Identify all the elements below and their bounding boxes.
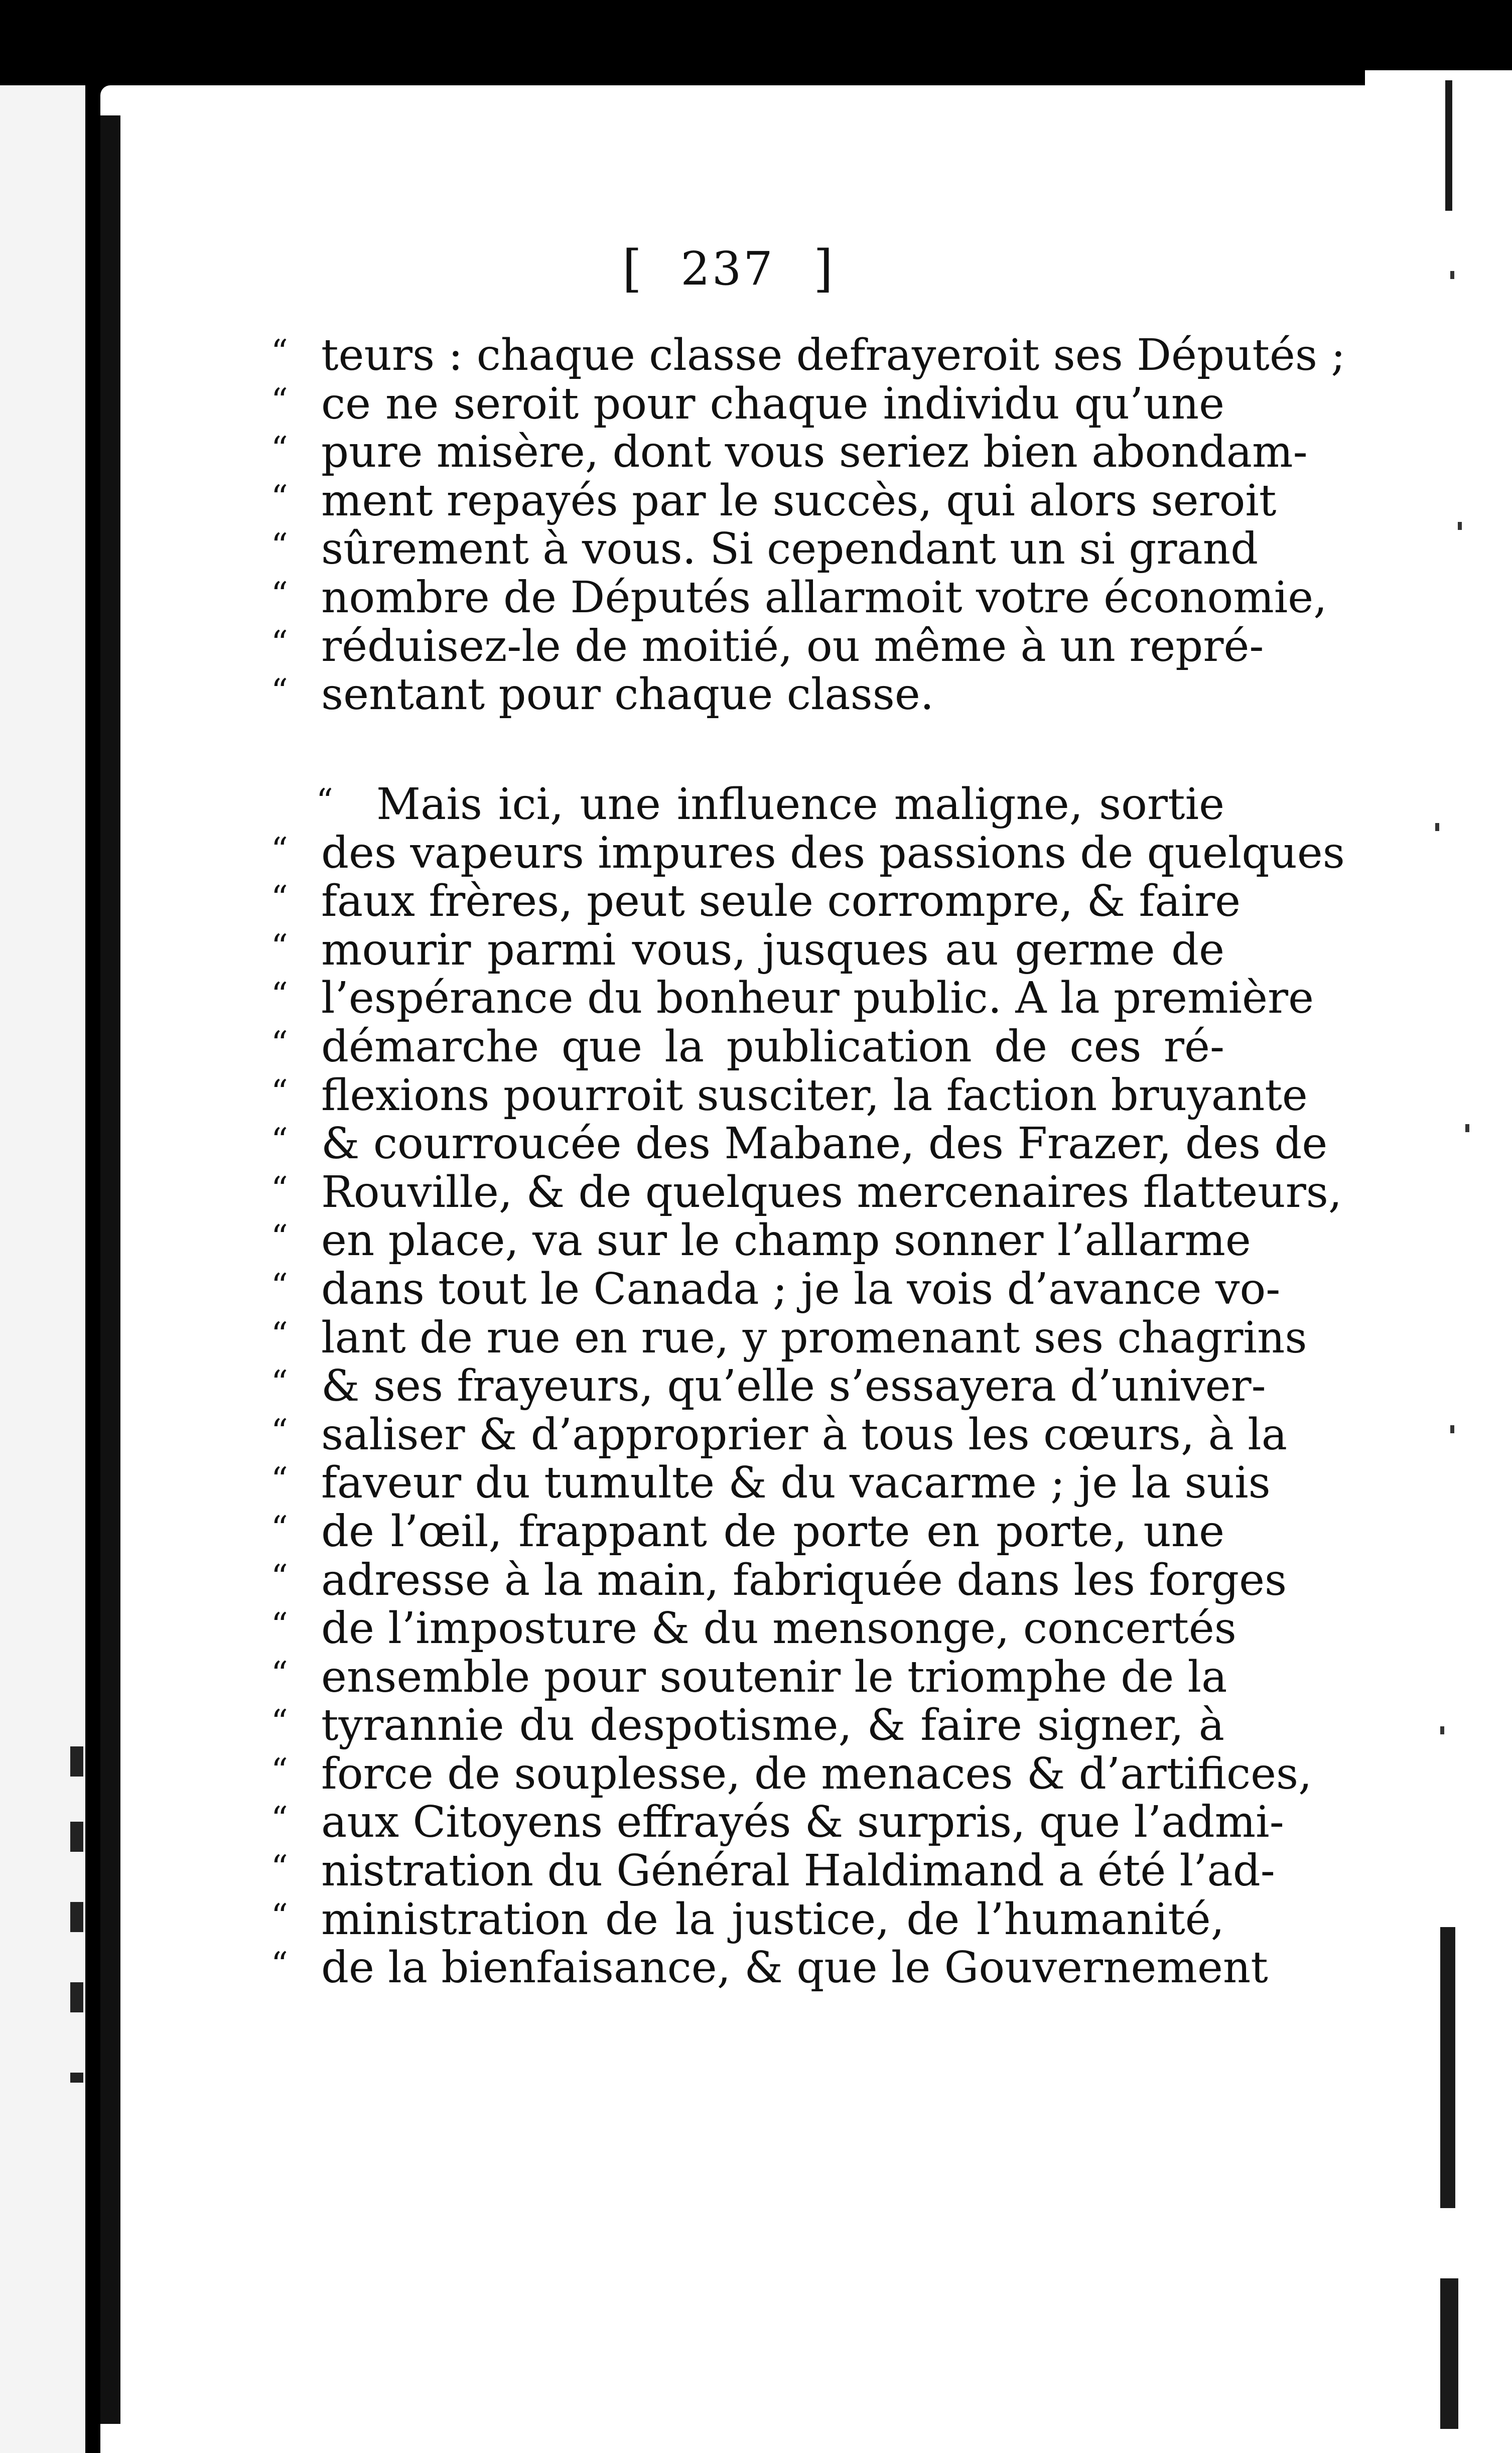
edge-speck — [1435, 823, 1439, 831]
paragraph-2 — [271, 779, 1345, 1993]
quote-mark: “ — [271, 879, 288, 918]
page-number: 237 — [680, 241, 775, 296]
text-line: “ ce ne seroit pour chaque individu qu’une — [271, 380, 1224, 429]
text-line: “ dans tout le Canada ; je la vois d’avance vo- — [271, 1265, 1224, 1314]
text-line: “ mourir parmi vous, jusques au germe de — [271, 926, 1224, 975]
quote-mark: “ — [271, 1848, 288, 1887]
edge-speck — [1465, 1124, 1469, 1132]
text-line: “ ensemble pour soutenir le triomphe de la — [271, 1653, 1224, 1702]
facing-page-mark — [70, 2073, 83, 2083]
right-bracket: ] — [813, 239, 833, 298]
text-line: “ faveur du tumulte & du vacarme ; je la suis — [271, 1459, 1224, 1508]
facing-page-mark — [70, 1902, 83, 1932]
text-line: “ nombre de Députés allarmoit votre économie, — [271, 574, 1224, 622]
quote-mark: “ — [271, 1557, 288, 1596]
quote-mark: “ — [271, 1364, 288, 1403]
text-line: “ teurs : chaque classe defrayeroit ses Députés ; — [271, 331, 1224, 380]
quote-mark: “ — [271, 430, 288, 469]
text-line: “ tyrannie du despotisme, & faire signer, à — [271, 1701, 1224, 1750]
text-line: “ flexions pourroit susciter, la faction bruyante — [271, 1071, 1224, 1120]
edge-speck — [1450, 271, 1454, 279]
text-line: “ force de souplesse, de menaces & d’artifices, — [271, 1750, 1224, 1799]
quote-mark: “ — [271, 1509, 288, 1548]
quote-mark: “ — [271, 478, 288, 517]
text-line: “ lant de rue en rue, y promenant ses chagrins — [271, 1314, 1224, 1362]
text-line: “ Mais ici, une influence maligne, sortie — [271, 780, 1224, 829]
quote-mark: “ — [271, 672, 288, 711]
text-line: “ sentant pour chaque classe. — [271, 670, 1224, 719]
text-line: “ sûrement à vous. Si cependant un si grand — [271, 525, 1224, 574]
quote-mark: “ — [271, 1896, 288, 1936]
text-line: “ des vapeurs impures des passions de quelques — [271, 829, 1224, 878]
quote-mark: “ — [271, 976, 288, 1015]
edge-speck — [1450, 1425, 1454, 1433]
text-line: “ saliser & d’approprier à tous les cœurs, à la — [271, 1411, 1224, 1459]
text-line: “ de l’œil, frappant de porte en porte, une — [271, 1508, 1224, 1556]
edge-bar — [1445, 80, 1452, 211]
quote-mark: “ — [271, 1169, 288, 1208]
page-spine-shadow — [100, 115, 120, 2424]
text-line: “ & ses frayeurs, qu’elle s’essayera d’univer- — [271, 1362, 1224, 1411]
text-line: “ nistration du Général Haldimand a été l’ad- — [271, 1847, 1224, 1895]
quote-mark: “ — [271, 830, 288, 869]
quote-mark: “ — [271, 1606, 288, 1645]
quote-mark: “ — [271, 927, 288, 966]
text-line: “ ministration de la justice, de l’humanité, — [271, 1895, 1224, 1944]
quote-mark: “ — [271, 623, 288, 662]
quote-mark: “ — [271, 1266, 288, 1305]
edge-speck — [1458, 522, 1462, 530]
left-bracket: [ — [622, 239, 642, 298]
paragraph-1 — [271, 330, 1346, 720]
quote-mark: “ — [271, 1751, 288, 1790]
text-line: “ Rouville, & de quelques mercenaires flatteurs, — [271, 1168, 1224, 1217]
quote-mark: “ — [271, 1412, 288, 1451]
quote-mark: “ — [316, 782, 333, 821]
page-header — [622, 236, 833, 301]
text-line: “ & courroucée des Mabane, des Frazer, des de — [271, 1120, 1224, 1168]
quote-mark: “ — [271, 575, 288, 614]
quote-mark: “ — [271, 1800, 288, 1839]
edge-speck — [1440, 1726, 1444, 1734]
quote-mark: “ — [271, 1218, 288, 1257]
text-line: “ faux frères, peut seule corrompre, & faire — [271, 877, 1224, 926]
right-page-edge — [1365, 70, 1512, 2453]
text-line: “ démarche que la publication de ces ré- — [271, 1023, 1224, 1071]
text-line: “ aux Citoyens effrayés & surpris, que l’admi- — [271, 1798, 1224, 1847]
text-line: “ de l’imposture & du mensonge, concertés — [271, 1604, 1224, 1653]
quote-mark: “ — [271, 381, 288, 420]
quote-mark: “ — [271, 333, 288, 371]
text-line: “ l’espérance du bonheur public. A la première — [271, 974, 1224, 1023]
quote-mark: “ — [271, 526, 288, 566]
text-line: “ ment repayés par le succès, qui alors seroit — [271, 477, 1224, 525]
quote-mark: “ — [271, 1315, 288, 1354]
facing-page-mark — [70, 1822, 83, 1852]
quote-mark: “ — [271, 1072, 288, 1112]
quote-mark: “ — [271, 1024, 288, 1063]
facing-page-mark — [70, 1982, 83, 2012]
quote-mark: “ — [271, 1121, 288, 1160]
text-line: “ adresse à la main, fabriquée dans les forges — [271, 1556, 1224, 1605]
text-line: “ de la bienfaisance, & que le Gouvernement — [271, 1944, 1224, 1992]
text-line: “ pure misère, dont vous seriez bien abondam- — [271, 428, 1224, 477]
quote-mark: “ — [271, 1945, 288, 1984]
edge-bar — [1440, 2278, 1458, 2429]
text-line: “ en place, va sur le champ sonner l’allarme — [271, 1216, 1224, 1265]
text-line: “ réduisez-le de moitié, ou même à un repré- — [271, 622, 1224, 671]
quote-mark: “ — [271, 1654, 288, 1693]
quote-mark: “ — [271, 1703, 288, 1742]
quote-mark: “ — [271, 1460, 288, 1500]
edge-bar — [1440, 1927, 1455, 2208]
facing-page-mark — [70, 1746, 83, 1777]
facing-page-edge — [0, 85, 85, 2453]
